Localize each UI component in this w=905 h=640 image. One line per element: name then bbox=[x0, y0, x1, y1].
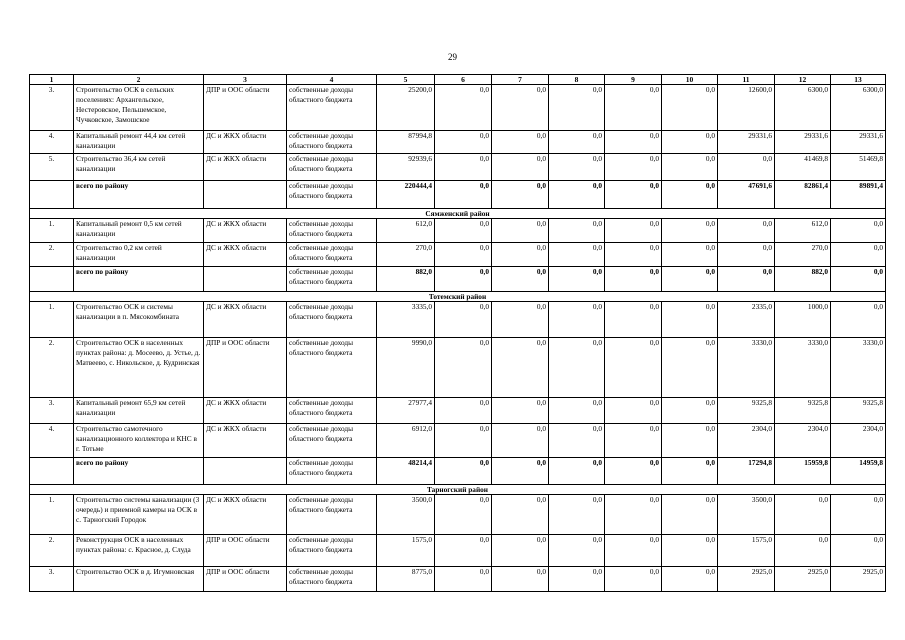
row-executor: ДС и ЖКХ области bbox=[204, 219, 287, 243]
header-cell: 12 bbox=[775, 75, 831, 85]
total-row bbox=[30, 181, 886, 209]
row-index bbox=[30, 267, 74, 292]
row-value: 3500,0 bbox=[718, 495, 775, 535]
row-value: 3330,0 bbox=[718, 338, 775, 398]
row-value: 0,0 bbox=[435, 535, 492, 567]
row-value: 0,0 bbox=[435, 398, 492, 424]
row-value: 1575,0 bbox=[377, 535, 435, 567]
row-value: 0,0 bbox=[492, 338, 549, 398]
header-cell: 5 bbox=[377, 75, 435, 85]
row-value: 6300,0 bbox=[831, 85, 886, 131]
row-value: 25200,0 bbox=[377, 85, 435, 131]
row-executor: ДПР и ООС области bbox=[204, 85, 287, 131]
row-value: 87994,8 bbox=[377, 131, 435, 154]
row-source: собственные доходы областного бюджета bbox=[287, 154, 377, 181]
row-value: 29331,6 bbox=[718, 131, 775, 154]
row-executor bbox=[204, 267, 287, 292]
row-value: 0,0 bbox=[492, 398, 549, 424]
section-row bbox=[30, 209, 886, 219]
row-value: 1000,0 bbox=[775, 302, 831, 338]
row-value: 3335,0 bbox=[377, 302, 435, 338]
row-value: 0,0 bbox=[435, 567, 492, 592]
row-name: Строительство 36,4 км сетей канализации bbox=[74, 154, 204, 181]
table-row bbox=[30, 424, 886, 458]
row-value: 0,0 bbox=[492, 267, 549, 292]
row-source: собственные доходы областного бюджета bbox=[287, 398, 377, 424]
row-source: собственные доходы областного бюджета bbox=[287, 458, 377, 485]
row-value: 0,0 bbox=[549, 154, 605, 181]
total-row bbox=[30, 458, 886, 485]
row-value: 0,0 bbox=[605, 302, 662, 338]
section-title: Сямженский район bbox=[30, 209, 886, 219]
row-value: 1575,0 bbox=[718, 535, 775, 567]
row-index: 1. bbox=[30, 302, 74, 338]
row-index: 2. bbox=[30, 338, 74, 398]
row-name: Строительство ОСК в сельских поселениях: Архангельское, Нестеровское, Пельшемское, Чучковское, Замошское bbox=[74, 85, 204, 131]
row-value: 9325,8 bbox=[775, 398, 831, 424]
row-value: 0,0 bbox=[549, 535, 605, 567]
row-value: 0,0 bbox=[662, 567, 718, 592]
table-row bbox=[30, 495, 886, 535]
table-body bbox=[30, 75, 886, 592]
row-value: 0,0 bbox=[492, 567, 549, 592]
row-value: 0,0 bbox=[831, 243, 886, 267]
row-source: собственные доходы областного бюджета bbox=[287, 85, 377, 131]
row-value: 0,0 bbox=[492, 85, 549, 131]
table-row bbox=[30, 398, 886, 424]
header-cell: 11 bbox=[718, 75, 775, 85]
row-value: 9325,8 bbox=[718, 398, 775, 424]
row-value: 0,0 bbox=[549, 243, 605, 267]
row-source: собственные доходы областного бюджета bbox=[287, 302, 377, 338]
row-value: 0,0 bbox=[718, 267, 775, 292]
row-name: Строительство системы канализации (3 очередь) и приемной камеры на ОСК в с. Тарногский Городок bbox=[74, 495, 204, 535]
row-source: собственные доходы областного бюджета bbox=[287, 131, 377, 154]
row-executor: ДС и ЖКХ области bbox=[204, 131, 287, 154]
row-value: 2304,0 bbox=[831, 424, 886, 458]
table-row bbox=[30, 154, 886, 181]
table-row bbox=[30, 85, 886, 131]
row-value: 612,0 bbox=[377, 219, 435, 243]
row-value: 0,0 bbox=[831, 219, 886, 243]
row-source: собственные доходы областного бюджета bbox=[287, 267, 377, 292]
table-row bbox=[30, 567, 886, 592]
row-value: 0,0 bbox=[549, 458, 605, 485]
row-value: 0,0 bbox=[435, 219, 492, 243]
row-value: 0,0 bbox=[662, 219, 718, 243]
row-value: 0,0 bbox=[662, 338, 718, 398]
row-value: 0,0 bbox=[435, 243, 492, 267]
row-source: собственные доходы областного бюджета bbox=[287, 181, 377, 209]
row-value: 3500,0 bbox=[377, 495, 435, 535]
row-name: Капитальный ремонт 0,5 км сетей канализации bbox=[74, 219, 204, 243]
row-index: 3. bbox=[30, 567, 74, 592]
row-value: 0,0 bbox=[831, 535, 886, 567]
row-value: 2925,0 bbox=[775, 567, 831, 592]
row-value: 0,0 bbox=[435, 424, 492, 458]
table-row bbox=[30, 535, 886, 567]
table-row bbox=[30, 338, 886, 398]
row-value: 0,0 bbox=[662, 302, 718, 338]
row-name: Строительство ОСК и системы канализации в п. Мясокомбината bbox=[74, 302, 204, 338]
row-index: 5. bbox=[30, 154, 74, 181]
section-row bbox=[30, 485, 886, 495]
row-value: 0,0 bbox=[605, 267, 662, 292]
row-value: 0,0 bbox=[549, 567, 605, 592]
row-value: 0,0 bbox=[605, 535, 662, 567]
header-cell: 2 bbox=[74, 75, 204, 85]
header-cell: 13 bbox=[831, 75, 886, 85]
row-value: 0,0 bbox=[718, 154, 775, 181]
row-value: 0,0 bbox=[492, 131, 549, 154]
section-row bbox=[30, 292, 886, 302]
row-value: 0,0 bbox=[492, 495, 549, 535]
row-name: Строительство 0,2 км сетей канализации bbox=[74, 243, 204, 267]
row-value: 0,0 bbox=[605, 338, 662, 398]
row-executor: ДС и ЖКХ области bbox=[204, 398, 287, 424]
row-value: 82861,4 bbox=[775, 181, 831, 209]
row-value: 0,0 bbox=[492, 458, 549, 485]
header-cell: 7 bbox=[492, 75, 549, 85]
row-source: собственные доходы областного бюджета bbox=[287, 495, 377, 535]
row-value: 2925,0 bbox=[718, 567, 775, 592]
header-cell: 10 bbox=[662, 75, 718, 85]
row-value: 0,0 bbox=[435, 458, 492, 485]
row-value: 0,0 bbox=[435, 267, 492, 292]
row-value: 0,0 bbox=[492, 302, 549, 338]
row-value: 9990,0 bbox=[377, 338, 435, 398]
row-executor: ДПР и ООС области bbox=[204, 338, 287, 398]
row-value: 0,0 bbox=[831, 302, 886, 338]
row-value: 0,0 bbox=[662, 243, 718, 267]
row-value: 0,0 bbox=[549, 181, 605, 209]
header-cell: 9 bbox=[605, 75, 662, 85]
row-value: 29331,6 bbox=[775, 131, 831, 154]
row-value: 29331,6 bbox=[831, 131, 886, 154]
row-value: 0,0 bbox=[662, 154, 718, 181]
row-source: собственные доходы областного бюджета bbox=[287, 338, 377, 398]
row-executor: ДС и ЖКХ области bbox=[204, 495, 287, 535]
row-value: 0,0 bbox=[831, 495, 886, 535]
row-index: 1. bbox=[30, 495, 74, 535]
row-value: 612,0 bbox=[775, 219, 831, 243]
row-value: 0,0 bbox=[492, 535, 549, 567]
row-value: 3330,0 bbox=[831, 338, 886, 398]
row-executor bbox=[204, 458, 287, 485]
row-value: 0,0 bbox=[605, 131, 662, 154]
section-title: Тарногский район bbox=[30, 485, 886, 495]
header-cell: 4 bbox=[287, 75, 377, 85]
row-index bbox=[30, 458, 74, 485]
row-value: 27977,4 bbox=[377, 398, 435, 424]
row-value: 92939,6 bbox=[377, 154, 435, 181]
row-value: 89891,4 bbox=[831, 181, 886, 209]
row-value: 270,0 bbox=[377, 243, 435, 267]
row-index: 4. bbox=[30, 424, 74, 458]
row-value: 0,0 bbox=[662, 535, 718, 567]
row-name: Строительство ОСК в населенных пунктах района: д. Мосеево, д. Устье, д. Матвеево, с. Никольское, д. Кудринская bbox=[74, 338, 204, 398]
row-name: Капитальный ремонт 65,9 км сетей канализации bbox=[74, 398, 204, 424]
row-index: 3. bbox=[30, 85, 74, 131]
header-cell: 8 bbox=[549, 75, 605, 85]
row-value: 6912,0 bbox=[377, 424, 435, 458]
row-index: 2. bbox=[30, 243, 74, 267]
row-value: 9325,8 bbox=[831, 398, 886, 424]
row-value: 0,0 bbox=[549, 267, 605, 292]
row-value: 0,0 bbox=[605, 495, 662, 535]
row-value: 2304,0 bbox=[775, 424, 831, 458]
row-value: 0,0 bbox=[549, 424, 605, 458]
row-value: 882,0 bbox=[377, 267, 435, 292]
row-value: 0,0 bbox=[662, 85, 718, 131]
row-value: 0,0 bbox=[662, 495, 718, 535]
row-value: 0,0 bbox=[605, 567, 662, 592]
row-executor: ДС и ЖКХ области bbox=[204, 302, 287, 338]
row-value: 2304,0 bbox=[718, 424, 775, 458]
row-value: 0,0 bbox=[435, 85, 492, 131]
row-value: 0,0 bbox=[605, 85, 662, 131]
row-value: 0,0 bbox=[605, 424, 662, 458]
row-value: 0,0 bbox=[662, 131, 718, 154]
row-value: 14959,8 bbox=[831, 458, 886, 485]
row-index bbox=[30, 181, 74, 209]
row-value: 6300,0 bbox=[775, 85, 831, 131]
row-value: 12600,0 bbox=[718, 85, 775, 131]
row-source: собственные доходы областного бюджета bbox=[287, 535, 377, 567]
header-cell: 3 bbox=[204, 75, 287, 85]
row-value: 0,0 bbox=[605, 219, 662, 243]
row-executor: ДС и ЖКХ области bbox=[204, 424, 287, 458]
row-value: 0,0 bbox=[662, 267, 718, 292]
row-value: 0,0 bbox=[549, 495, 605, 535]
row-value: 17294,8 bbox=[718, 458, 775, 485]
row-index: 2. bbox=[30, 535, 74, 567]
row-value: 0,0 bbox=[605, 243, 662, 267]
row-value: 0,0 bbox=[492, 243, 549, 267]
row-index: 3. bbox=[30, 398, 74, 424]
row-value: 0,0 bbox=[831, 267, 886, 292]
row-value: 0,0 bbox=[775, 495, 831, 535]
row-value: 0,0 bbox=[605, 154, 662, 181]
row-value: 0,0 bbox=[605, 458, 662, 485]
row-executor: ДПР и ООС области bbox=[204, 535, 287, 567]
row-value: 0,0 bbox=[492, 424, 549, 458]
row-name: Капитальный ремонт 44,4 км сетей канализации bbox=[74, 131, 204, 154]
row-name: Строительство самотечного канализационного коллектора и КНС в г. Тотьме bbox=[74, 424, 204, 458]
row-value: 48214,4 bbox=[377, 458, 435, 485]
row-index: 4. bbox=[30, 131, 74, 154]
table-row bbox=[30, 243, 886, 267]
row-value: 0,0 bbox=[492, 181, 549, 209]
row-value: 0,0 bbox=[605, 181, 662, 209]
header-cell: 1 bbox=[30, 75, 74, 85]
total-row bbox=[30, 267, 886, 292]
row-executor: ДС и ЖКХ области bbox=[204, 243, 287, 267]
page-number: 29 bbox=[448, 52, 457, 62]
row-executor: ДПР и ООС области bbox=[204, 567, 287, 592]
row-value: 0,0 bbox=[662, 398, 718, 424]
budget-table bbox=[29, 74, 886, 592]
row-value: 0,0 bbox=[775, 535, 831, 567]
row-value: 51469,8 bbox=[831, 154, 886, 181]
row-value: 0,0 bbox=[435, 154, 492, 181]
row-executor bbox=[204, 181, 287, 209]
row-source: собственные доходы областного бюджета bbox=[287, 424, 377, 458]
row-value: 0,0 bbox=[549, 131, 605, 154]
row-name: всего по району bbox=[74, 181, 204, 209]
row-name: всего по району bbox=[74, 267, 204, 292]
row-value: 0,0 bbox=[549, 219, 605, 243]
row-value: 0,0 bbox=[549, 302, 605, 338]
row-value: 3330,0 bbox=[775, 338, 831, 398]
row-source: собственные доходы областного бюджета bbox=[287, 219, 377, 243]
row-value: 0,0 bbox=[718, 219, 775, 243]
row-index: 1. bbox=[30, 219, 74, 243]
row-value: 0,0 bbox=[435, 131, 492, 154]
row-name: Реконструкция ОСК в населенных пунктах района: с. Красное, д. Слуда bbox=[74, 535, 204, 567]
row-value: 270,0 bbox=[775, 243, 831, 267]
row-value: 0,0 bbox=[662, 458, 718, 485]
row-value: 41469,8 bbox=[775, 154, 831, 181]
row-value: 0,0 bbox=[549, 398, 605, 424]
table-row bbox=[30, 302, 886, 338]
row-value: 15959,8 bbox=[775, 458, 831, 485]
row-value: 882,0 bbox=[775, 267, 831, 292]
row-executor: ДС и ЖКХ области bbox=[204, 154, 287, 181]
row-value: 8775,0 bbox=[377, 567, 435, 592]
header-row bbox=[30, 75, 886, 85]
row-value: 47691,6 bbox=[718, 181, 775, 209]
row-value: 0,0 bbox=[549, 85, 605, 131]
row-name: всего по району bbox=[74, 458, 204, 485]
row-value: 0,0 bbox=[605, 398, 662, 424]
row-value: 2925,0 bbox=[831, 567, 886, 592]
row-value: 0,0 bbox=[662, 424, 718, 458]
row-value: 0,0 bbox=[549, 338, 605, 398]
row-value: 0,0 bbox=[435, 338, 492, 398]
row-value: 2335,0 bbox=[718, 302, 775, 338]
row-value: 220444,4 bbox=[377, 181, 435, 209]
row-value: 0,0 bbox=[435, 181, 492, 209]
section-title: Тотемский район bbox=[30, 292, 886, 302]
table-row bbox=[30, 219, 886, 243]
row-name: Строительство ОСК в д. Игумновская bbox=[74, 567, 204, 592]
table-row bbox=[30, 131, 886, 154]
row-value: 0,0 bbox=[492, 219, 549, 243]
row-source: собственные доходы областного бюджета bbox=[287, 243, 377, 267]
row-source: собственные доходы областного бюджета bbox=[287, 567, 377, 592]
row-value: 0,0 bbox=[435, 495, 492, 535]
row-value: 0,0 bbox=[718, 243, 775, 267]
header-cell: 6 bbox=[435, 75, 492, 85]
row-value: 0,0 bbox=[492, 154, 549, 181]
row-value: 0,0 bbox=[435, 302, 492, 338]
row-value: 0,0 bbox=[662, 181, 718, 209]
